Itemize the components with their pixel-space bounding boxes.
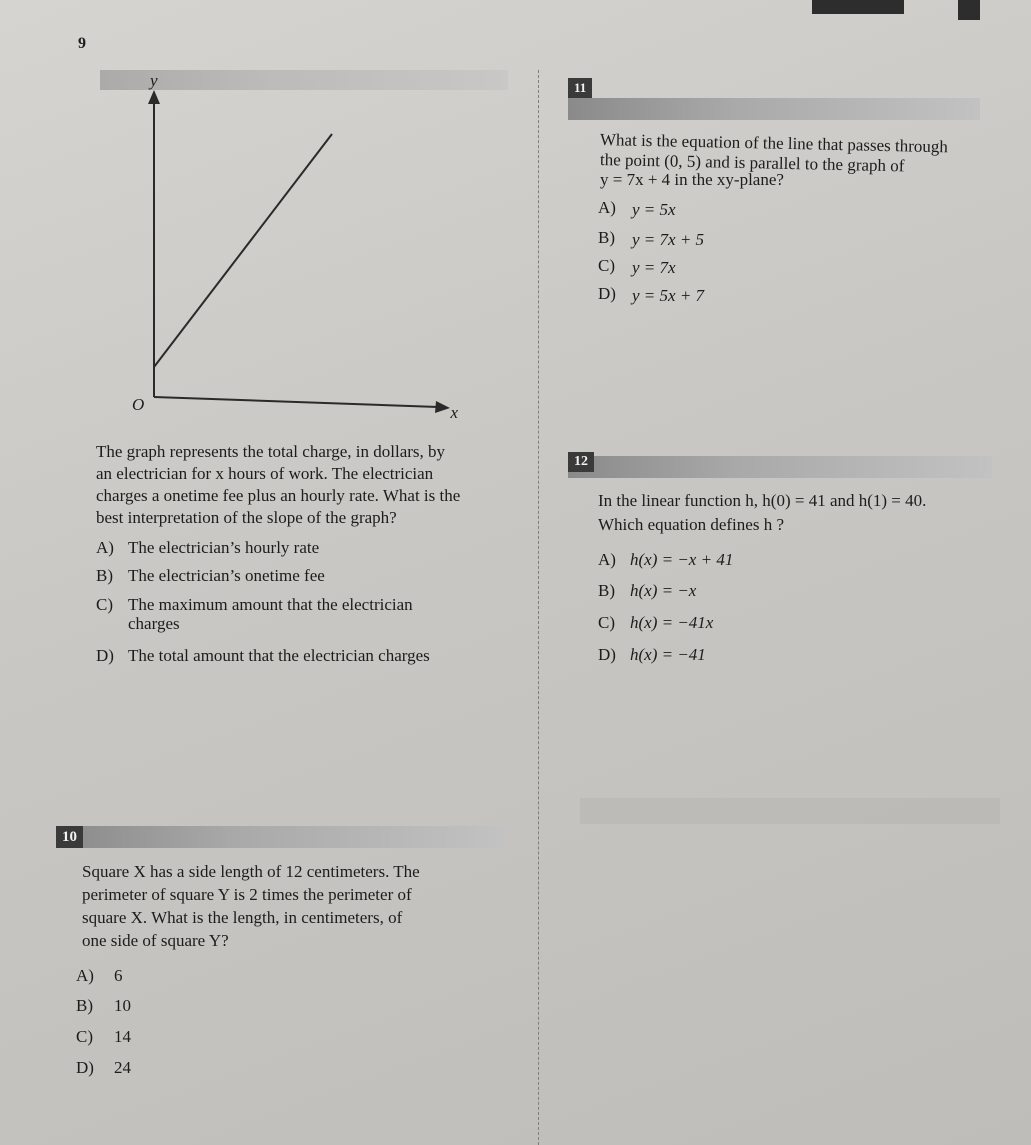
- choice-text: The total amount that the electrician charges: [128, 646, 430, 665]
- q11-text-line: the point (0, 5) and is parallel to the graph of: [599, 150, 905, 176]
- choice-letter: B): [96, 566, 113, 585]
- choice-letter: D): [598, 284, 616, 303]
- choice-text: The electrician’s onetime fee: [128, 566, 325, 585]
- q9-x-axis: [154, 397, 438, 407]
- q9-graph: [120, 62, 460, 422]
- choice-text: 14: [114, 1027, 131, 1046]
- q11-text-line: y = 7x + 4 in the xy-plane?: [600, 170, 784, 189]
- choice-letter: A): [598, 550, 616, 569]
- choice-text: h(x) = −x: [630, 581, 697, 600]
- choice-letter: A): [76, 966, 94, 985]
- q12-text-line: In the linear function h, h(0) = 41 and h(1) = 40.: [598, 491, 927, 510]
- choice-text: y = 5x + 7: [632, 286, 705, 305]
- choice-letter: C): [76, 1027, 93, 1046]
- q10-text-line: one side of square Y?: [82, 931, 229, 950]
- q10-text-line: square X. What is the length, in centimeters, of: [82, 908, 403, 927]
- choice-text: y = 5x: [632, 200, 676, 219]
- q9-graph-line: [154, 134, 332, 367]
- choice-text: 10: [114, 996, 131, 1015]
- column-divider: [538, 70, 539, 1145]
- choice-text: y = 7x: [632, 258, 676, 277]
- choice-letter: C): [598, 613, 615, 632]
- choice-letter: C): [598, 256, 615, 275]
- q9-text-line: charges a onetime fee plus an hourly rate. What is the: [96, 486, 461, 505]
- choice-text: h(x) = −x + 41: [630, 550, 734, 569]
- choice-letter: D): [598, 645, 616, 664]
- choice-letter: C): [96, 595, 113, 614]
- q9-text-line: The graph represents the total charge, in dollars, by: [96, 442, 446, 461]
- bleed-through-band: [580, 798, 1000, 824]
- page-corner-mark: [958, 0, 980, 20]
- q10-text-line: Square X has a side length of 12 centimeters. The: [82, 862, 420, 881]
- choice-text: h(x) = −41: [630, 645, 706, 664]
- q9-text-line: best interpretation of the slope of the graph?: [96, 508, 397, 527]
- q9-x-axis-arrow: [435, 401, 450, 413]
- q12-number: 12: [568, 452, 594, 472]
- choice-text: 6: [114, 966, 123, 985]
- choice-letter: A): [598, 198, 616, 217]
- choice-text: h(x) = −41x: [630, 613, 714, 632]
- q10-header-bar: [56, 826, 504, 848]
- q11-text-line: What is the equation of the line that passes through: [599, 130, 949, 157]
- q9-x-label: x: [450, 403, 458, 422]
- page-corner-mark: [812, 0, 904, 14]
- choice-letter: B): [598, 228, 615, 247]
- q9-number: 9: [78, 35, 86, 52]
- choice-text: 24: [114, 1058, 131, 1077]
- choice-text: The maximum amount that the electrician: [128, 595, 413, 614]
- choice-letter: D): [96, 646, 114, 665]
- choice-text: The electrician’s hourly rate: [128, 538, 320, 557]
- choice-letter: D): [76, 1058, 94, 1077]
- choice-letter: B): [76, 996, 93, 1015]
- choice-letter: B): [598, 581, 615, 600]
- q9-origin-label: O: [132, 395, 145, 414]
- q10-number: 10: [56, 826, 83, 848]
- q12-text-line: Which equation defines h ?: [598, 515, 784, 534]
- q11-header-bar: [568, 98, 980, 120]
- choice-letter: A): [96, 538, 114, 557]
- q9-y-axis-arrow: [148, 90, 160, 104]
- choice-text-line2: charges: [128, 614, 180, 633]
- q11-number: 11: [568, 78, 592, 98]
- choice-text: y = 7x + 5: [632, 230, 705, 249]
- q10-text-line: perimeter of square Y is 2 times the perimeter of: [82, 885, 412, 904]
- q9-y-label: y: [150, 71, 158, 90]
- q12-header-bar: [568, 456, 992, 478]
- q9-text-line: an electrician for x hours of work. The electrician: [96, 464, 434, 483]
